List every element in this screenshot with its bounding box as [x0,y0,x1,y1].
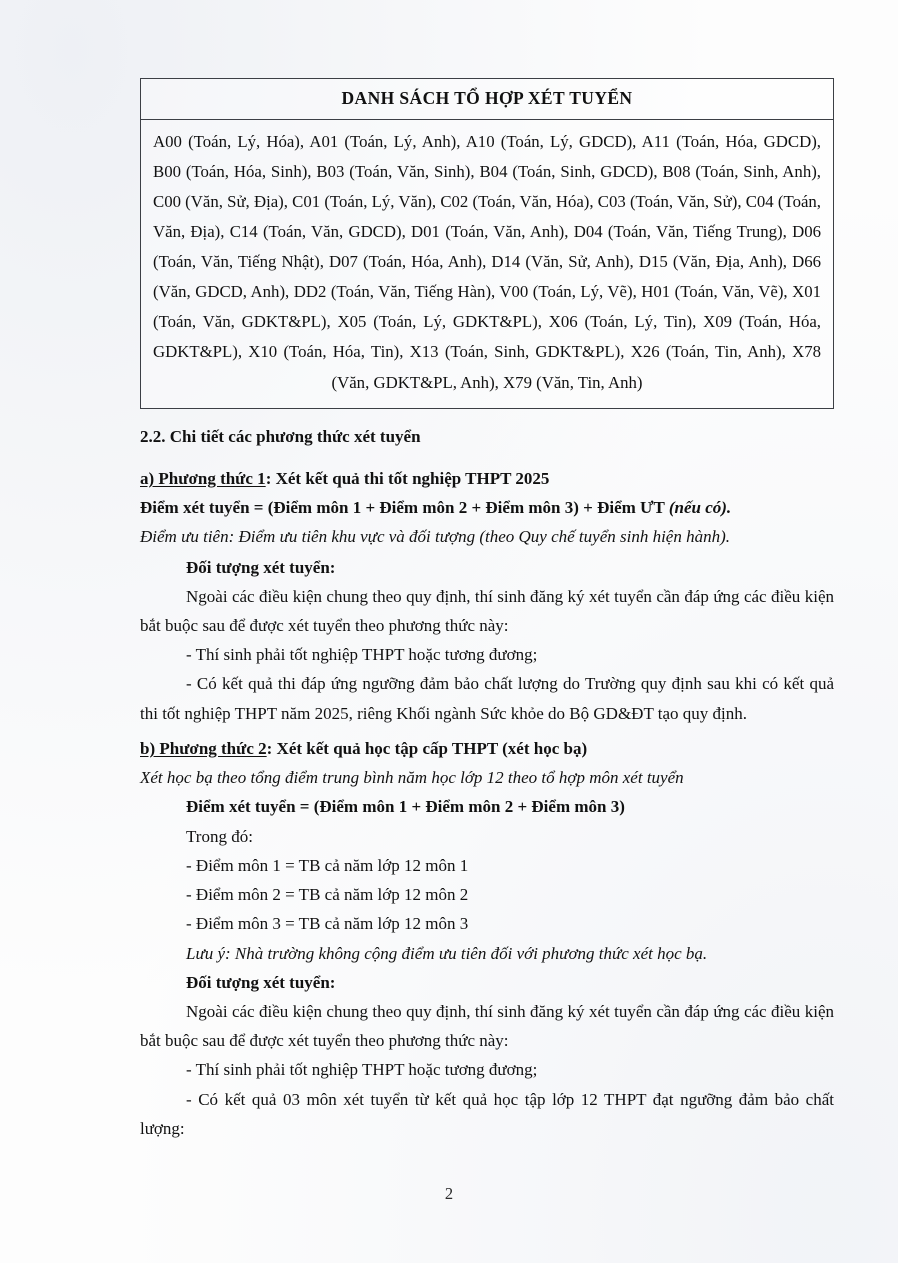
method-1-label: a) Phương thức 1 [140,468,266,488]
method-1-priority-note: Điểm ưu tiên: Điểm ưu tiên khu vực và đối tượng (theo Quy chế tuyển sinh hiện hành). [140,527,731,547]
combination-table-title: DANH SÁCH TỔ HỢP XÉT TUYỂN [141,79,833,120]
method-1-title-rest: : Xét kết quả thi tốt nghiệp THPT 2025 [265,468,550,488]
method-2-in-which: Trong đó: [186,826,253,846]
method-1-formula-bold: Điểm xét tuyển = (Điểm môn 1 + Điểm môn 2 + Điểm môn 3) + Điểm ƯT [140,498,669,518]
method-2-subtitle: Xét học bạ theo tổng điểm trung bình năm học lớp 12 theo tổ hợp môn xét tuyển [140,768,684,788]
method-2-formula: Điểm xét tuyển = (Điểm môn 1 + Điểm môn 2 + Điểm môn 3) [186,797,625,817]
page-number: 2 [444,1184,454,1203]
method-2-bullet-2: - Có kết quả 03 môn xét tuyển từ kết quả học tập lớp 12 THPT đạt ngưỡng đảm bảo chất lượng: [140,1089,834,1138]
admission-combination-table [140,78,834,409]
method-2-title-rest: : Xét kết quả học tập cấp THPT (xét học bạ) [266,738,588,758]
method-2-item-2: - Điểm môn 2 = TB cả năm lớp 12 môn 2 [186,885,469,905]
method-1-formula-italic: (nếu có). [668,498,732,518]
method-1-formula [140,493,834,522]
method-1-target-heading: Đối tượng xét tuyển: [186,557,336,577]
page-content [140,0,834,1143]
method-2-item-3: - Điểm môn 3 = TB cả năm lớp 12 môn 3 [186,914,469,934]
method-2-label: b) Phương thức 2 [140,738,267,758]
section-2-2-heading: 2.2. Chi tiết các phương thức xét tuyển [140,426,421,446]
method-1-bullet-1: - Thí sinh phải tốt nghiệp THPT hoặc tương đương; [186,645,538,665]
method-2-bullet-1: - Thí sinh phải tốt nghiệp THPT hoặc tương đương; [186,1060,538,1080]
combination-table-body: A00 (Toán, Lý, Hóa), A01 (Toán, Lý, Anh), A10 (Toán, Lý, GDCD), A11 (Toán, Hóa, GDCD), B00 (Toán, Hóa, Sinh), B03 (Toán, Văn, Sinh), B04 (Toán, Sinh, GDCD), B08 (Toán, Sinh, Anh), C00 (Văn, Sử, Địa), C01 (Toán, Lý, Văn), C02 (Toán, Văn, Hóa), C03 (Toán, Văn, Sử), C04 (Toán, Văn, Địa), C14 (Toán, Văn, GDCD), D01 (Toán, Văn, Anh), D04 (Toán, Văn, Tiếng Trung), D06 (Toán, Văn, Tiếng Nhật), D07 (Toán, Hóa, Anh), D14 (Văn, Sử, Anh), D15 (Văn, Địa, Anh), D66 (Văn, GDCD, Anh), DD2 (Toán, Văn, Tiếng Hàn), V00 (Toán, Lý, Vẽ), H01 (Toán, Văn, Vẽ), X01 (Toán, Văn, GDKT&PL), X05 (Toán, Lý, GDKT&PL), X06 (Toán, Lý, Tin), X09 (Toán, Hóa, GDKT&PL), X10 (Toán, Hóa, Tin), X13 (Toán, Sinh, GDKT&PL), X26 (Toán, Tin, Anh), X78 (Văn, GDKT&PL, Anh), X79 (Văn, Tin, Anh) [153,132,821,392]
method-1-heading [140,464,834,493]
method-1-target-paragraph: Ngoài các điều kiện chung theo quy định, thí sinh đăng ký xét tuyển cần đáp ứng các điều kiện bắt buộc sau để được xét tuyển theo phương thức này: [140,586,834,635]
method-2-target-paragraph: Ngoài các điều kiện chung theo quy định, thí sinh đăng ký xét tuyển cần đáp ứng các điều kiện bắt buộc sau để được xét tuyển theo phương thức này: [140,1002,834,1051]
method-2-item-1: - Điểm môn 1 = TB cả năm lớp 12 môn 1 [186,855,469,875]
method-1-bullet-2: - Có kết quả thi đáp ứng ngưỡng đảm bảo chất lượng do Trường quy định sau khi có kết quả thi tốt nghiệp THPT năm 2025, riêng Khối ngành Sức khỏe do Bộ GD&ĐT tạo quy định. [140,674,834,723]
method-2-note: Lưu ý: Nhà trường không cộng điểm ưu tiên đối với phương thức xét học bạ. [186,943,708,963]
method-2-target-heading: Đối tượng xét tuyển: [186,972,336,992]
method-2-heading [140,734,834,763]
